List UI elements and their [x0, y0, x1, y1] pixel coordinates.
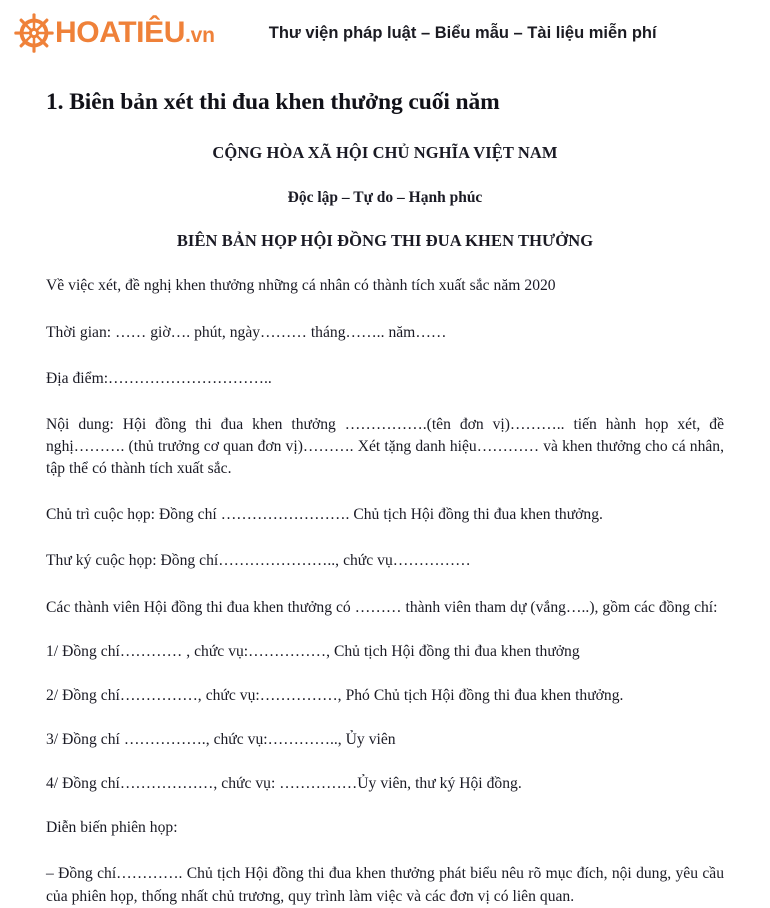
national-heading: CỘNG HÒA XÃ HỘI CHỦ NGHĨA VIỆT NAM — [212, 143, 558, 163]
paragraph-chair: Chủ trì cuộc họp: Đồng chí ……………………. Chủ tịch Hội đồng thi đua khen thưởng. — [46, 506, 603, 524]
list-item: 3/ Đồng chí ……………., chức vụ:………….., Ủy viên — [46, 730, 396, 748]
list-item: 2/ Đồng chí……………, chức vụ:……………, Phó Chủ tịch Hội đồng thi đua khen thưởng. — [46, 686, 624, 704]
list-item: 4/ Đồng chí………………, chức vụ: ……………Ủy viên, thư ký Hội đồng. — [46, 775, 522, 793]
document-body — [0, 88, 770, 908]
site-tagline: Thư viện pháp luật – Biểu mẫu – Tài liệu miễn phí — [268, 23, 657, 42]
paragraph-subject: Về việc xét, đề nghị khen thưởng những cá nhân có thành tích xuất sắc năm 2020 — [46, 277, 556, 295]
paragraph-members-intro: Các thành viên Hội đồng thi đua khen thưởng có ……… thành viên tham dự (vắng…..), gồm các đồng chí: — [46, 598, 718, 616]
paragraph-location: Địa điểm:………………………….. — [46, 369, 272, 387]
site-logo-text — [55, 18, 215, 48]
national-motto: Độc lập – Tự do – Hạnh phúc — [287, 188, 483, 206]
list-item: 1/ Đồng chí………… , chức vụ:……………, Chủ tịch Hội đồng thi đua khen thưởng — [46, 642, 580, 660]
site-header — [0, 0, 770, 66]
site-logo-tld: .vn — [184, 24, 215, 47]
site-logo[interactable] — [14, 13, 215, 53]
paragraph-time: Thời gian: …… giờ…. phút, ngày……… tháng…….. năm…… — [46, 323, 447, 341]
paragraph-content: Nội dung: Hội đồng thi đua khen thưởng …………….(tên đơn vị)……….. tiến hành họp xét, đề nghị………. (thủ trưởng cơ quan đơn vị)………. Xét tặng danh hiệu………… và khen thưởng cho cá nhân, tập thể có thành tích xuất sắc. — [46, 415, 724, 478]
site-logo-name: HOATIÊU — [55, 16, 185, 49]
paragraph-secretary: Thư ký cuộc họp: Đồng chí………………….., chức vụ…………… — [46, 552, 471, 570]
page-title: 1. Biên bản xét thi đua khen thưởng cuối năm — [46, 89, 500, 115]
proceedings-text: – Đồng chí…………. Chủ tịch Hội đồng thi đua khen thưởng phát biểu nêu rõ mục đích, nội dung, yêu cầu của phiên họp, thống nhất chủ trương, quy trình làm việc và các đơn vị có liên quan. — [46, 865, 724, 905]
record-heading: BIÊN BẢN HỌP HỘI ĐỒNG THI ĐUA KHEN THƯỞNG — [176, 230, 594, 250]
proceedings-label: Diễn biến phiên họp: — [46, 819, 178, 837]
ship-wheel-icon — [14, 13, 54, 53]
